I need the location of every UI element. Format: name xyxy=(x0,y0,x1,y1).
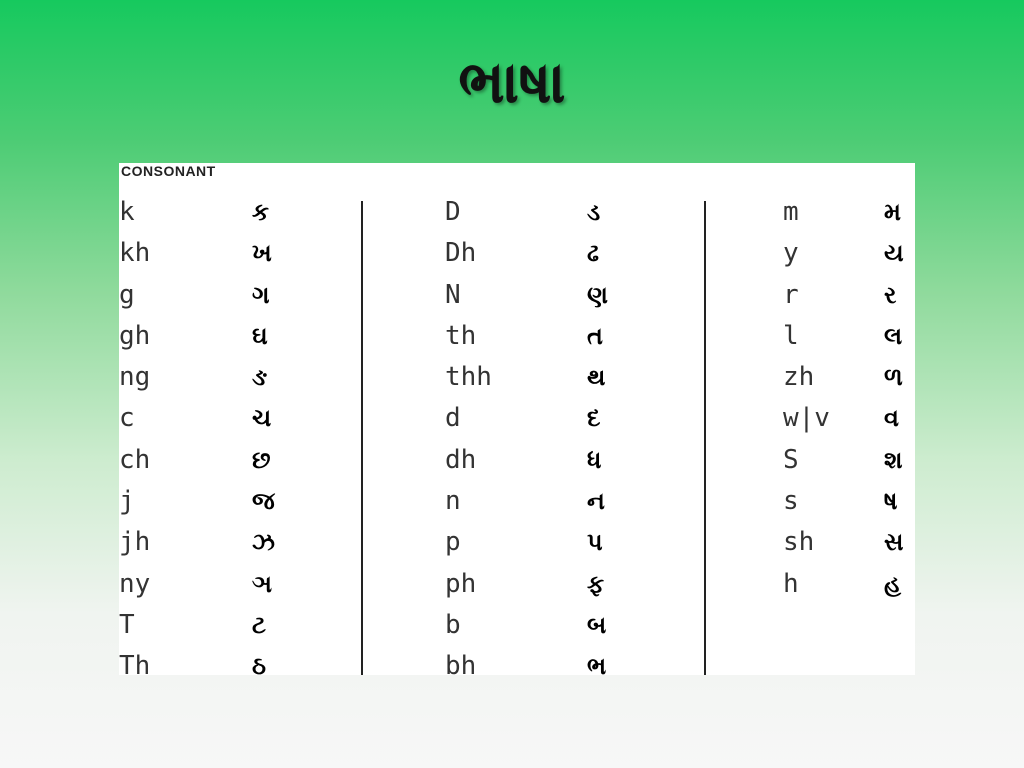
consonant-row xyxy=(783,441,913,482)
column-divider xyxy=(361,201,363,675)
gujarati-letter: ઙ xyxy=(252,363,268,392)
consonant-row xyxy=(445,234,695,275)
gujarati-letter: મ xyxy=(884,198,901,226)
gujarati-letter: હ xyxy=(884,569,902,598)
gujarati-letter: ગ xyxy=(252,280,270,309)
latin-transliteration: ph xyxy=(445,568,477,599)
latin-transliteration: thh xyxy=(445,362,492,393)
gujarati-letter: ળ xyxy=(884,363,903,392)
consonant-row xyxy=(119,606,349,647)
gujarati-letter: ઞ xyxy=(252,569,273,598)
latin-transliteration: ch xyxy=(119,444,151,475)
consonant-row xyxy=(445,606,695,647)
consonant-row xyxy=(445,276,695,317)
consonant-row xyxy=(783,482,913,523)
latin-transliteration: d xyxy=(445,403,461,434)
gujarati-letter: ડ xyxy=(587,198,601,226)
gujarati-letter: છ xyxy=(252,445,271,474)
consonant-row xyxy=(783,358,913,399)
gujarati-letter: ફ xyxy=(587,569,605,598)
consonant-row xyxy=(119,523,349,564)
gujarati-letter: ખ xyxy=(252,239,272,268)
consonant-row xyxy=(783,317,913,358)
consonant-row xyxy=(119,399,349,440)
column-divider xyxy=(704,201,706,675)
consonant-row xyxy=(783,276,913,317)
gujarati-letter: ઢ xyxy=(587,239,599,268)
latin-transliteration: sh xyxy=(783,527,815,558)
gujarati-letter: શ xyxy=(884,445,903,474)
gujarati-letter: બ xyxy=(587,610,607,639)
gujarati-letter: ણ xyxy=(587,280,608,309)
gujarati-letter: ટ xyxy=(252,610,266,639)
consonant-row xyxy=(445,399,695,440)
latin-transliteration: b xyxy=(445,609,461,640)
latin-transliteration: bh xyxy=(445,651,477,675)
gujarati-letter: ક xyxy=(252,198,269,226)
consonant-row xyxy=(119,193,349,234)
consonant-row xyxy=(445,317,695,358)
consonant-row xyxy=(445,441,695,482)
consonant-row xyxy=(783,399,913,440)
gujarati-letter: ન xyxy=(587,487,605,516)
gujarati-letter: સ xyxy=(884,528,904,557)
gujarati-letter: જ xyxy=(252,487,275,516)
consonant-row xyxy=(119,565,349,606)
latin-transliteration: y xyxy=(783,238,799,269)
gujarati-letter: ઝ xyxy=(252,528,275,557)
consonant-row xyxy=(119,276,349,317)
gujarati-letter: ઠ xyxy=(252,652,266,675)
consonant-row xyxy=(783,234,913,275)
gujarati-letter: દ xyxy=(587,404,601,433)
gujarati-letter: ય xyxy=(884,239,904,268)
gujarati-letter: પ xyxy=(587,528,603,557)
latin-transliteration: m xyxy=(783,197,799,227)
latin-transliteration: zh xyxy=(783,362,815,393)
gujarati-letter: ચ xyxy=(252,404,272,433)
consonant-table xyxy=(119,163,915,675)
latin-transliteration: ny xyxy=(119,568,151,599)
latin-transliteration: j xyxy=(119,486,135,517)
consonant-column-2 xyxy=(445,193,695,675)
latin-transliteration: c xyxy=(119,403,135,434)
consonant-row xyxy=(445,193,695,234)
gujarati-letter: ષ xyxy=(884,487,898,516)
latin-transliteration: N xyxy=(445,279,461,310)
consonant-row xyxy=(119,441,349,482)
latin-transliteration: Dh xyxy=(445,238,477,269)
latin-transliteration: h xyxy=(783,568,799,599)
latin-transliteration: l xyxy=(783,320,799,351)
gujarati-letter: ધ xyxy=(587,445,602,474)
consonant-column-1 xyxy=(119,193,349,675)
consonant-row xyxy=(783,193,913,234)
gujarati-letter: થ xyxy=(587,363,606,392)
latin-transliteration: k xyxy=(119,197,135,227)
gujarati-letter: ત xyxy=(587,321,603,350)
latin-transliteration: th xyxy=(445,320,477,351)
latin-transliteration: D xyxy=(445,197,461,227)
consonant-row xyxy=(119,647,349,675)
consonant-row xyxy=(119,482,349,523)
gujarati-letter: ઘ xyxy=(252,321,268,350)
table-caption: CONSONANT xyxy=(121,163,216,179)
consonant-row xyxy=(445,358,695,399)
consonant-row xyxy=(783,523,913,564)
gujarati-letter: લ xyxy=(884,321,903,350)
slide-title: ભાષા xyxy=(458,48,566,116)
consonant-row xyxy=(445,482,695,523)
consonant-row xyxy=(445,647,695,675)
gujarati-letter: ર xyxy=(884,280,897,309)
gujarati-letter: ભ xyxy=(587,652,607,675)
latin-transliteration: p xyxy=(445,527,461,558)
latin-transliteration: Th xyxy=(119,651,151,675)
consonant-row xyxy=(119,317,349,358)
consonant-row xyxy=(783,565,913,606)
consonant-row xyxy=(445,523,695,564)
latin-transliteration: T xyxy=(119,609,135,640)
consonant-column-3 xyxy=(783,193,913,606)
gujarati-letter: વ xyxy=(884,404,899,433)
latin-transliteration: S xyxy=(783,444,799,475)
latin-transliteration: w|v xyxy=(783,403,830,434)
latin-transliteration: ng xyxy=(119,362,151,393)
latin-transliteration: jh xyxy=(119,527,151,558)
consonant-row xyxy=(445,565,695,606)
consonant-row xyxy=(119,358,349,399)
latin-transliteration: g xyxy=(119,279,135,310)
latin-transliteration: r xyxy=(783,279,799,310)
latin-transliteration: kh xyxy=(119,238,151,269)
latin-transliteration: dh xyxy=(445,444,477,475)
latin-transliteration: gh xyxy=(119,320,151,351)
latin-transliteration: s xyxy=(783,486,799,517)
latin-transliteration: n xyxy=(445,486,461,517)
consonant-row xyxy=(119,234,349,275)
